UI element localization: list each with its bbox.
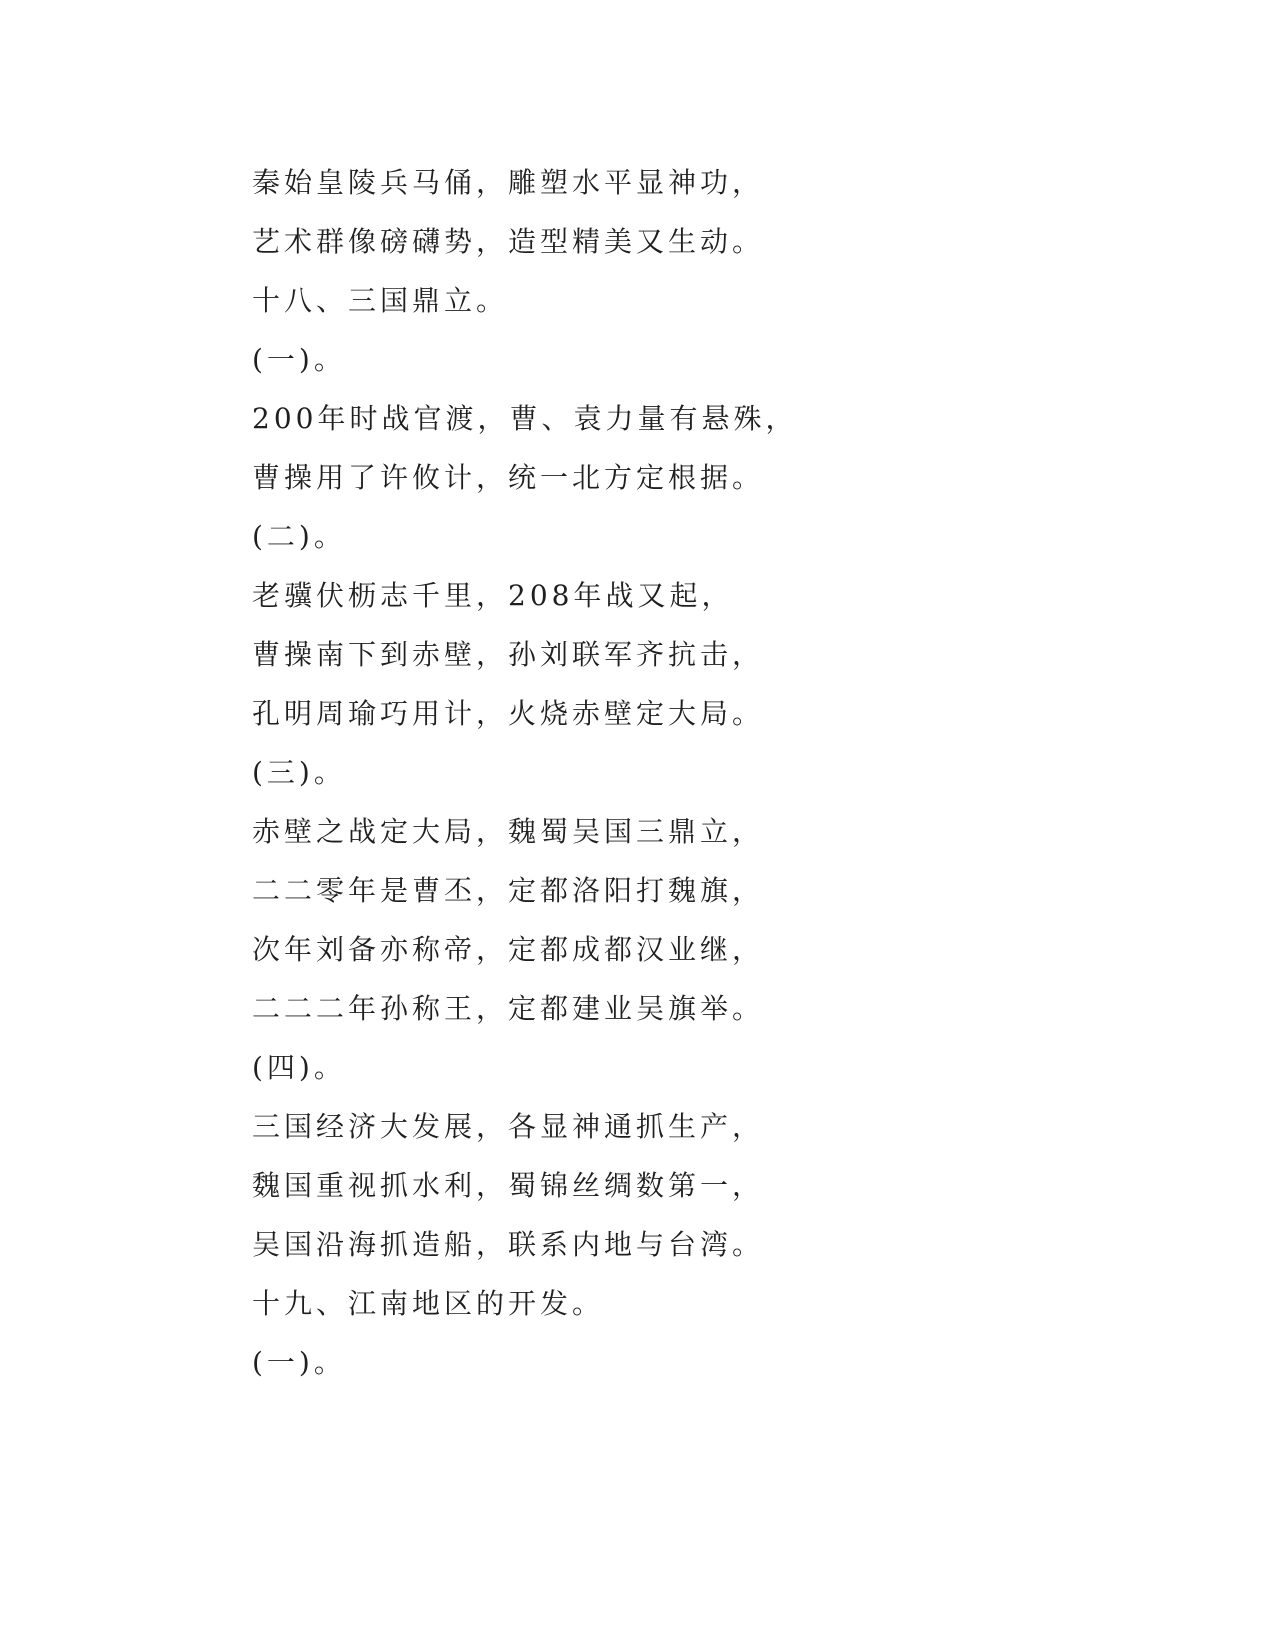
section-heading: 十九、江南地区的开发。 (252, 1287, 605, 1320)
subsection-heading: (一)。 (252, 343, 346, 376)
text-line: 曹操用了许攸计，统一北方定根据。 (252, 461, 765, 494)
text-line: 老骥伏枥志千里，208年战又起， (252, 579, 734, 612)
text-line: 艺术群像磅礴势，造型精美又生动。 (252, 225, 765, 258)
text-line: 秦始皇陵兵马俑，雕塑水平显神功， (252, 166, 765, 199)
subsection-heading: (一)。 (252, 1346, 346, 1379)
section-heading: 十八、三国鼎立。 (252, 284, 509, 317)
text-line: 孔明周瑜巧用计，火烧赤壁定大局。 (252, 697, 765, 730)
text-line: 吴国沿海抓造船，联系内地与台湾。 (252, 1228, 765, 1261)
text-body (252, 158, 1012, 1397)
text-line: 三国经济大发展，各显神通抓生产， (252, 1110, 765, 1143)
subsection-heading: (三)。 (252, 756, 346, 789)
text-line: 二二二年孙称王，定都建业吴旗举。 (252, 992, 765, 1025)
text-line: 200年时战官渡，曹、袁力量有悬殊， (252, 402, 798, 435)
text-line: 赤壁之战定大局，魏蜀吴国三鼎立， (252, 815, 765, 848)
subsection-heading: (二)。 (252, 520, 346, 553)
text-line: 二二零年是曹丕，定都洛阳打魏旗， (252, 874, 765, 907)
text-line: 曹操南下到赤壁，孙刘联军齐抗击， (252, 638, 765, 671)
subsection-heading: (四)。 (252, 1051, 346, 1084)
text-line: 魏国重视抓水利，蜀锦丝绸数第一， (252, 1169, 765, 1202)
text-line: 次年刘备亦称帝，定都成都汉业继， (252, 933, 765, 966)
